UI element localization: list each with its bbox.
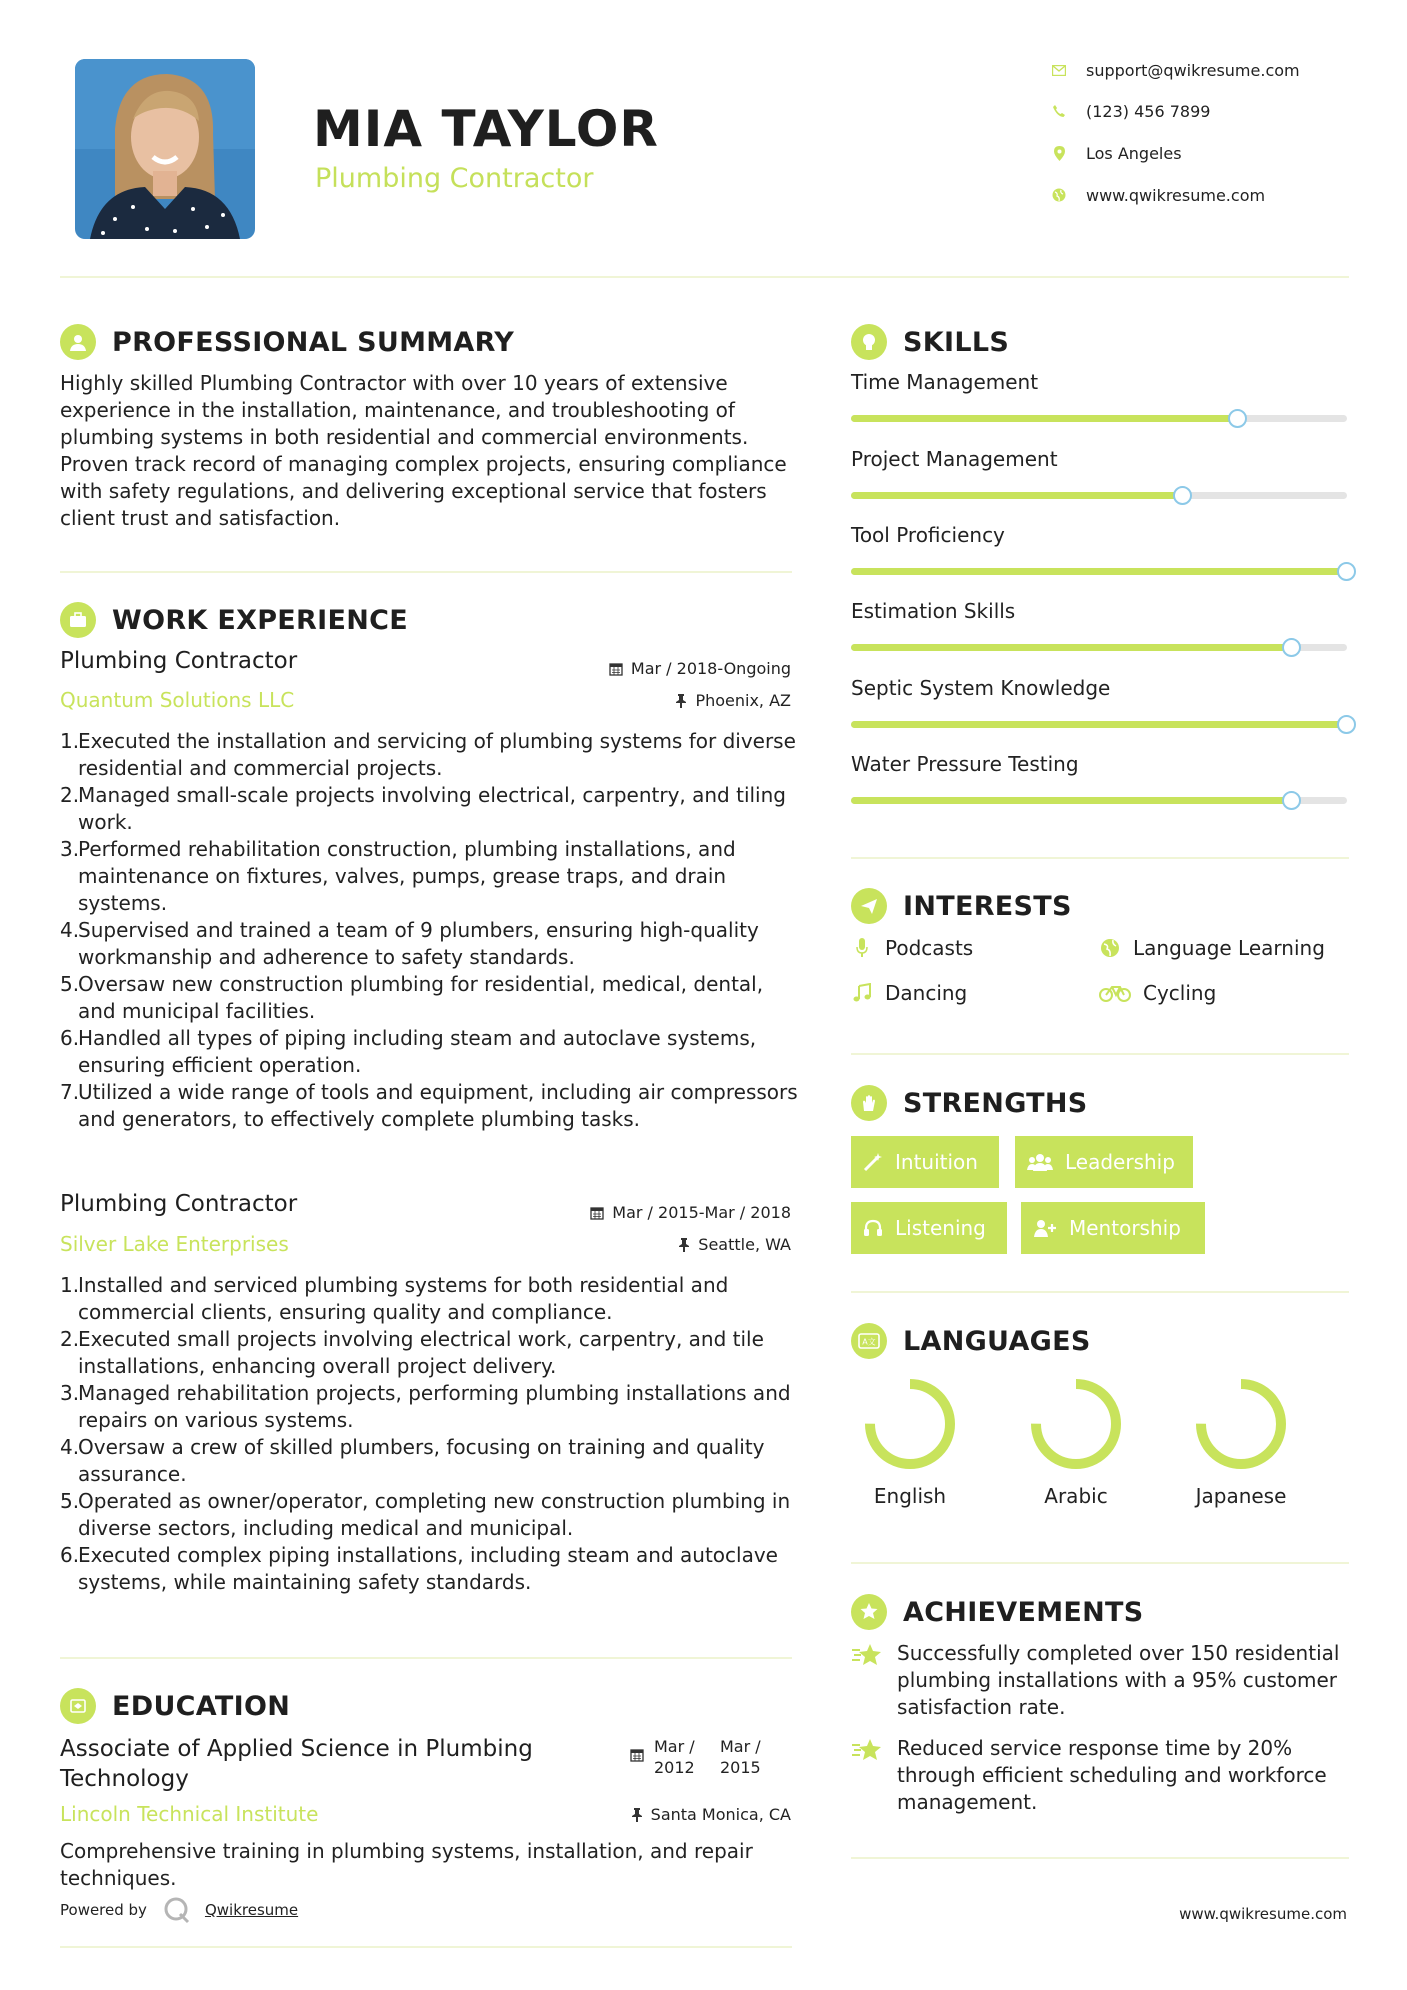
achievements-divider xyxy=(851,1857,1349,1859)
strength-intuition xyxy=(851,1136,999,1188)
list-item: Supervised and trained a team of 9 plumbers, ensuring high-quality workmanship and adherence to safety standards. xyxy=(78,918,759,969)
job-2-dates-text: Mar / 2015-Mar / 2018 xyxy=(612,1203,791,1222)
candidate-role: Plumbing Contractor xyxy=(315,163,594,194)
footer-divider xyxy=(60,1946,792,1948)
job-1-title: Plumbing Contractor xyxy=(60,648,298,674)
summary-text: Highly skilled Plumbing Contractor with over 10 years of extensive experience in the installation, maintenance, and troubleshooting of plumbing systems in both residential and commercial environments. Proven track record of managing complex projects, ensuring compliance with safety regulations, and delivering exceptional service that fosters client trust and satisfaction. xyxy=(60,371,787,530)
skills-heading xyxy=(851,324,1009,360)
list-item: Handled all types of piping including steam and autoclave systems, ensuring efficient operation. xyxy=(78,1026,757,1077)
education-location-text: Santa Monica, CA xyxy=(650,1805,791,1824)
skill-knob[interactable] xyxy=(1337,562,1356,581)
interest-label: Language Learning xyxy=(1133,936,1325,960)
list-item: Executed the installation and servicing of plumbing systems for diverse residential and commercial projects. xyxy=(78,729,796,780)
interests-heading xyxy=(851,888,1072,924)
strength-label: Listening xyxy=(895,1216,986,1240)
location-pin-icon xyxy=(1050,144,1068,162)
job-2-dates xyxy=(590,1203,791,1222)
language-label: Arabic xyxy=(1044,1484,1108,1508)
summary-heading xyxy=(60,324,514,360)
achievement-item xyxy=(851,1735,1361,1816)
graduation-icon xyxy=(60,1688,96,1724)
music-note-icon xyxy=(851,983,873,1003)
language-ring xyxy=(1201,1384,1281,1464)
job-2-location-text: Seattle, WA xyxy=(698,1235,791,1254)
language-japanese xyxy=(1181,1376,1301,1508)
globe-icon xyxy=(1050,186,1068,204)
list-item: Utilized a wide range of tools and equipment, including air compressors and generators, to effectively complete plumbing tasks. xyxy=(78,1080,798,1131)
skill-track xyxy=(851,492,1347,499)
header-divider xyxy=(60,276,1349,278)
strength-listening xyxy=(851,1202,1007,1254)
calendar-icon xyxy=(590,1206,604,1220)
languages-heading xyxy=(851,1323,1091,1359)
skill-knob[interactable] xyxy=(1228,409,1247,428)
strength-label: Intuition xyxy=(895,1150,978,1174)
strengths-heading xyxy=(851,1085,1088,1121)
candidate-name: MIA TAYLOR xyxy=(313,100,659,158)
skill-label: Time Management xyxy=(851,370,1039,394)
list-item: Executed complex piping installations, including steam and autoclave systems, while maintaining safety standards. xyxy=(78,1543,778,1594)
experience-divider xyxy=(60,1657,792,1659)
svg-text:A文: A文 xyxy=(862,1337,876,1347)
experience-heading xyxy=(60,602,408,638)
list-item: Executed small projects involving electrical work, carpentry, and tile installations, enhancing overall project delivery. xyxy=(78,1327,764,1378)
skill-septic-system xyxy=(851,676,1351,700)
headphones-icon xyxy=(863,1218,883,1238)
user-plus-icon xyxy=(1033,1218,1057,1238)
skill-knob[interactable] xyxy=(1282,791,1301,810)
job-1-location xyxy=(675,691,791,710)
achievement-text: Reduced service response time by 20% through efficient scheduling and workforce management. xyxy=(897,1736,1327,1814)
strengths-title: STRENGTHS xyxy=(903,1087,1088,1119)
skill-fill xyxy=(851,721,1347,728)
job-1-dates xyxy=(609,659,791,678)
skill-fill xyxy=(851,415,1238,422)
strength-mentorship xyxy=(1021,1202,1205,1254)
hand-icon xyxy=(851,1085,887,1121)
powered-by xyxy=(60,1896,298,1924)
skill-time-management xyxy=(851,370,1351,394)
email-icon xyxy=(1050,61,1068,79)
footer-website[interactable]: www.qwikresume.com xyxy=(1179,1905,1347,1923)
language-ring xyxy=(1036,1384,1116,1464)
skill-label: Water Pressure Testing xyxy=(851,752,1079,776)
skill-fill xyxy=(851,568,1347,575)
interest-dancing xyxy=(851,981,967,1005)
skill-fill xyxy=(851,644,1292,651)
education-date-start: Mar / 2012 xyxy=(654,1737,695,1777)
job-2-responsibilities xyxy=(60,1272,800,1596)
job-2-title: Plumbing Contractor xyxy=(60,1191,298,1217)
contact-email-text: support@qwikresume.com xyxy=(1086,60,1300,80)
school-name: Lincoln Technical Institute xyxy=(60,1802,319,1826)
skill-tool-proficiency xyxy=(851,523,1351,547)
degree-title: Associate of Applied Science in Plumbing Technology xyxy=(60,1736,533,1792)
skill-estimation xyxy=(851,599,1351,623)
skill-label: Septic System Knowledge xyxy=(851,676,1111,700)
contact-location xyxy=(1050,138,1182,168)
magic-wand-icon xyxy=(863,1152,883,1172)
skill-track xyxy=(851,797,1347,804)
contact-location-text: Los Angeles xyxy=(1086,143,1182,163)
language-ring xyxy=(870,1384,950,1464)
language-arabic xyxy=(1016,1376,1136,1508)
qwikresume-link[interactable]: Qwikresume xyxy=(204,1901,299,1919)
language-english xyxy=(850,1376,970,1508)
profile-photo xyxy=(75,59,255,239)
pushpin-icon xyxy=(678,1238,690,1252)
pushpin-icon xyxy=(675,694,687,708)
language-label: Japanese xyxy=(1195,1484,1287,1508)
education-heading xyxy=(60,1688,290,1724)
pushpin-icon xyxy=(631,1808,643,1822)
briefcase-icon xyxy=(60,602,96,638)
award-icon xyxy=(851,1594,887,1630)
education-description: Comprehensive training in plumbing systems, installation, and repair techniques. xyxy=(60,1839,753,1890)
skill-track xyxy=(851,644,1347,651)
job-1-company: Quantum Solutions LLC xyxy=(60,688,295,712)
skill-fill xyxy=(851,797,1292,804)
interest-label: Dancing xyxy=(885,981,968,1005)
contact-phone[interactable] xyxy=(1050,96,1210,126)
users-icon xyxy=(1027,1152,1053,1172)
education-location xyxy=(631,1805,791,1824)
skill-knob[interactable] xyxy=(1282,638,1301,657)
skill-track xyxy=(851,568,1347,575)
job-1-responsibilities xyxy=(60,728,800,1133)
skill-track xyxy=(851,415,1347,422)
skill-knob[interactable] xyxy=(1173,486,1192,505)
languages-divider xyxy=(851,1562,1349,1564)
achievements-title: ACHIEVEMENTS xyxy=(903,1596,1144,1628)
achievement-item xyxy=(851,1640,1361,1721)
user-icon xyxy=(60,324,96,360)
skill-label: Project Management xyxy=(851,447,1058,471)
phone-icon xyxy=(1050,102,1068,120)
skill-water-pressure xyxy=(851,752,1351,776)
skills-divider xyxy=(851,857,1349,859)
interests-divider xyxy=(851,1053,1349,1055)
experience-title: WORK EXPERIENCE xyxy=(112,604,408,636)
summary-title: PROFESSIONAL SUMMARY xyxy=(112,326,515,358)
achievements-heading xyxy=(851,1594,1144,1630)
skill-track xyxy=(851,721,1347,728)
interest-podcasts xyxy=(851,936,973,960)
education-dates xyxy=(630,1736,768,1778)
skill-label: Tool Proficiency xyxy=(851,523,1005,547)
contact-website[interactable] xyxy=(1050,180,1265,210)
job-1-location-text: Phoenix, AZ xyxy=(695,691,791,710)
job-2-company: Silver Lake Enterprises xyxy=(60,1232,289,1256)
list-item: Oversaw a crew of skilled plumbers, focusing on training and quality assurance. xyxy=(78,1435,765,1486)
language-icon xyxy=(851,1323,887,1359)
languages-title: LANGUAGES xyxy=(903,1325,1091,1357)
skill-fill xyxy=(851,492,1183,499)
paper-plane-icon xyxy=(851,888,887,924)
list-item: Operated as owner/operator, completing new construction plumbing in diverse sectors, including medical and municipal. xyxy=(78,1489,791,1540)
list-item: Performed rehabilitation construction, plumbing installations, and maintenance on fixtures, valves, pumps, grease traps, and drain systems. xyxy=(78,837,736,915)
globe-icon xyxy=(1099,938,1121,958)
job-2-location xyxy=(678,1235,791,1254)
interests-title: INTERESTS xyxy=(903,890,1072,922)
contact-website-text: www.qwikresume.com xyxy=(1086,185,1266,205)
interest-language-learning xyxy=(1099,936,1325,960)
strengths-divider xyxy=(851,1291,1349,1293)
skill-label: Estimation Skills xyxy=(851,599,1016,623)
powered-by-text: Powered by xyxy=(60,1901,147,1919)
skill-project-management xyxy=(851,447,1351,471)
qwikresume-logo-icon xyxy=(163,1896,191,1924)
interest-cycling xyxy=(1099,981,1216,1005)
lightbulb-icon xyxy=(851,324,887,360)
interest-label: Podcasts xyxy=(885,936,974,960)
strength-label: Leadership xyxy=(1065,1150,1175,1174)
star-icon xyxy=(851,1735,885,1816)
list-item: Installed and serviced plumbing systems for both residential and commercial clients, ensuring quality and compliance. xyxy=(78,1273,729,1324)
contact-phone-text: (123) 456 7899 xyxy=(1086,101,1211,121)
skill-knob[interactable] xyxy=(1337,715,1356,734)
calendar-icon xyxy=(609,662,623,676)
list-item: Managed small-scale projects involving electrical, carpentry, and tiling work. xyxy=(78,783,786,834)
strength-label: Mentorship xyxy=(1069,1216,1181,1240)
achievement-text: Successfully completed over 150 residential plumbing installations with a 95% customer satisfaction rate. xyxy=(897,1641,1340,1719)
microphone-icon xyxy=(851,938,873,958)
strength-leadership xyxy=(1015,1136,1193,1188)
list-item: Oversaw new construction plumbing for residential, medical, dental, and municipal facilities. xyxy=(78,972,764,1023)
summary-divider xyxy=(60,571,792,573)
education-date-end: Mar / 2015 xyxy=(720,1737,761,1777)
bicycle-icon xyxy=(1099,984,1131,1002)
language-label: English xyxy=(873,1484,947,1508)
star-icon xyxy=(851,1640,885,1721)
job-1-dates-text: Mar / 2018-Ongoing xyxy=(630,659,791,678)
contact-email[interactable] xyxy=(1050,55,1300,85)
list-item: Managed rehabilitation projects, performing plumbing installations and repairs on various systems. xyxy=(78,1381,791,1432)
education-title: EDUCATION xyxy=(112,1690,291,1722)
interest-label: Cycling xyxy=(1143,981,1217,1005)
skills-title: SKILLS xyxy=(903,326,1010,358)
calendar-icon xyxy=(630,1748,644,1762)
